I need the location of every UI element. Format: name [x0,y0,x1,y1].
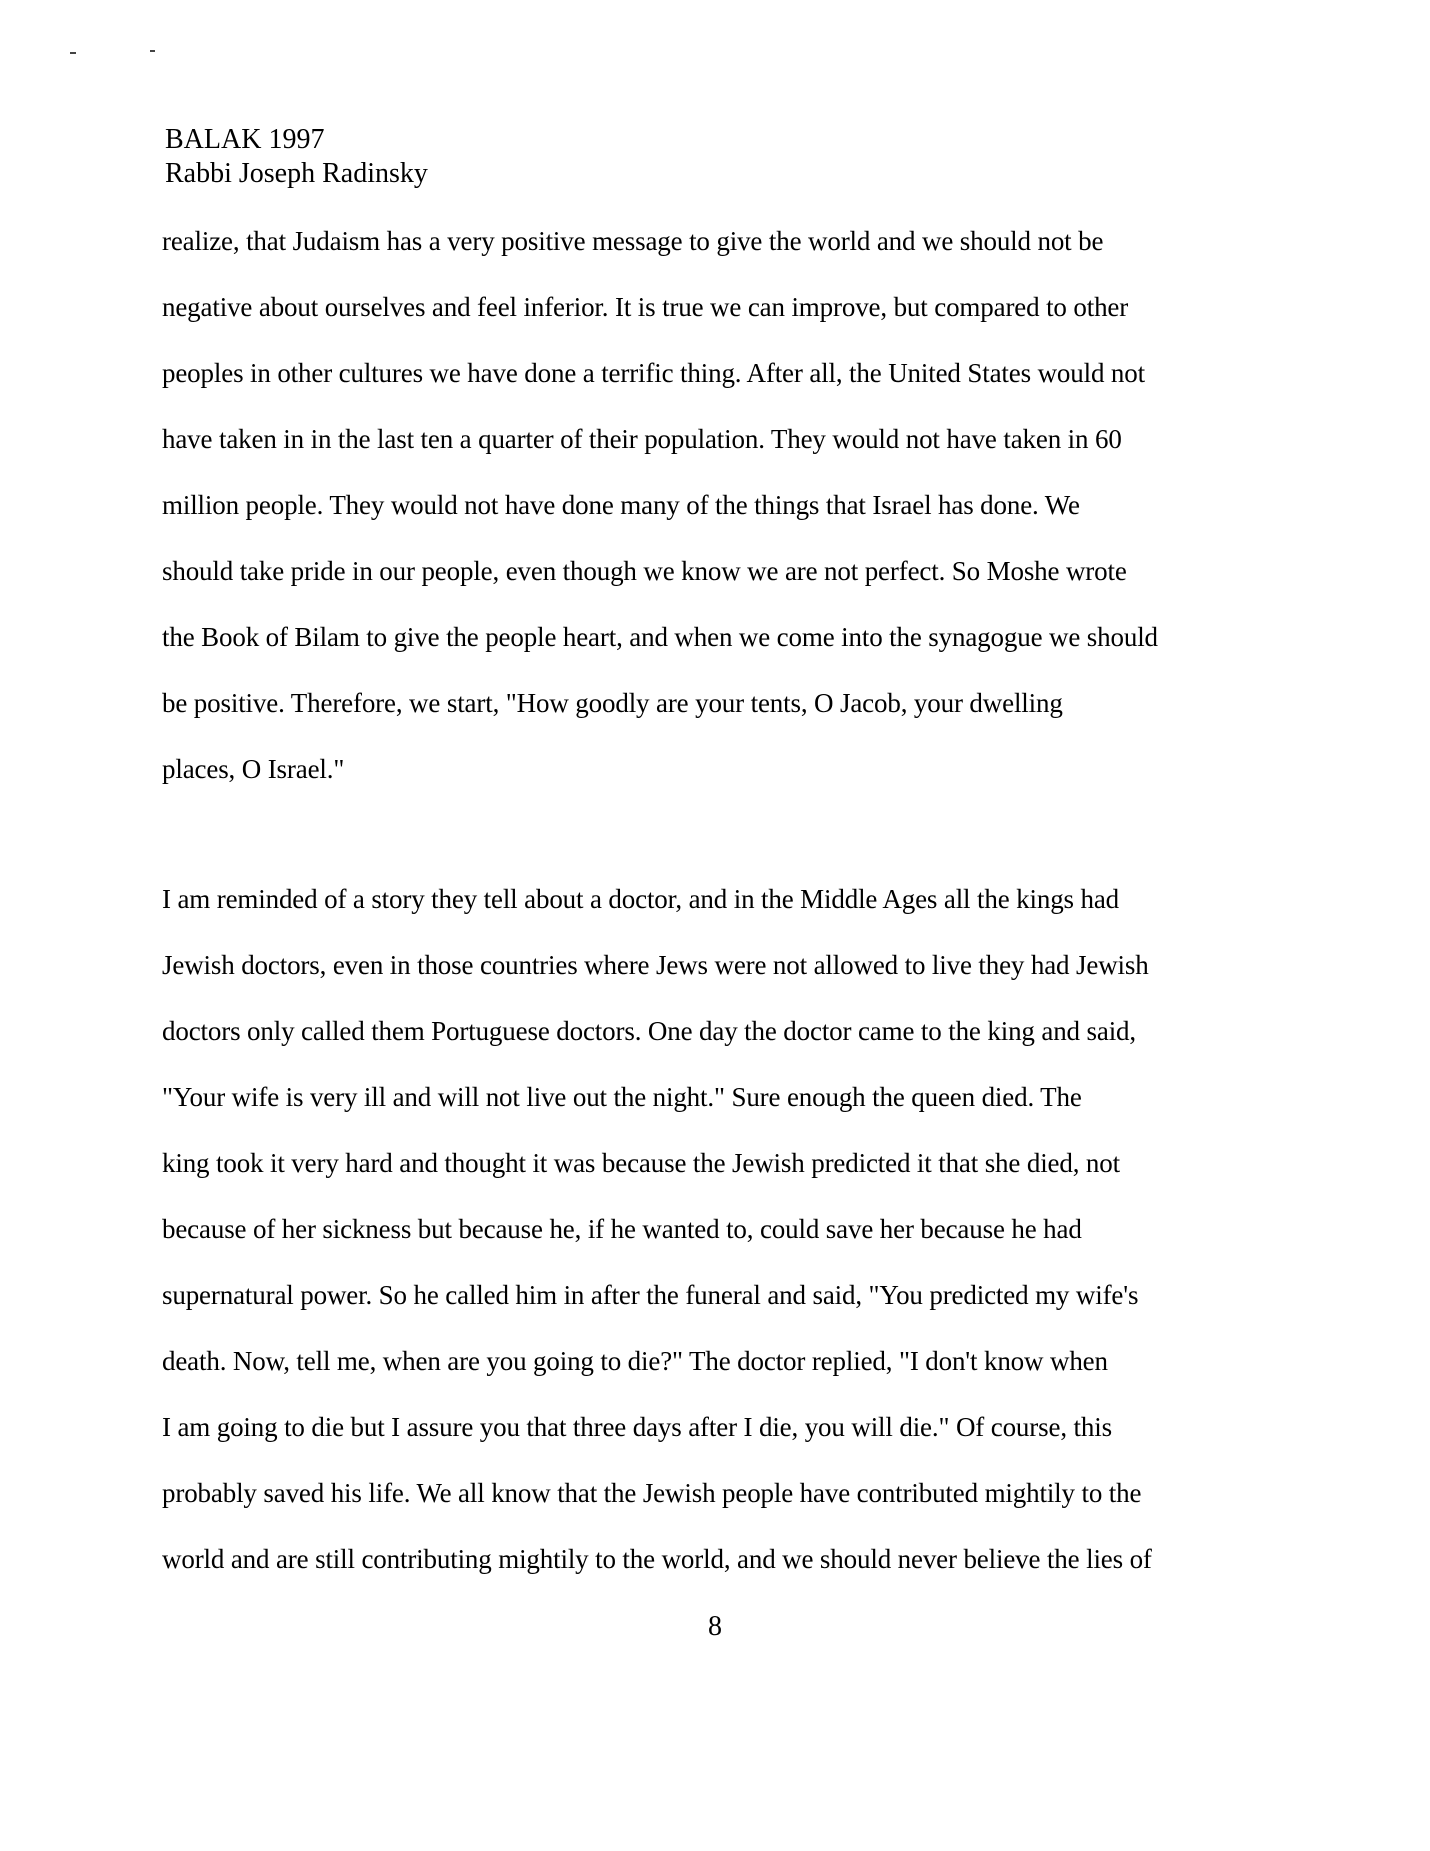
text-line: doctors only called them Portuguese doctors. One day the doctor came to the king and said, [162,1016,1136,1046]
text-line: negative about ourselves and feel inferior. It is true we can improve, but compared to other [162,292,1129,322]
text-line: peoples in other cultures we have done a terrific thing. After all, the United States would not [162,358,1145,388]
text-line: probably saved his life. We all know that the Jewish people have contributed mightily to the [162,1478,1142,1508]
text-line: I am reminded of a story they tell about a doctor, and in the Middle Ages all the kings had [162,884,1120,914]
text-line: the Book of Bilam to give the people heart, and when we come into the synagogue we should [162,622,1158,652]
scan-artifact-mark [150,50,155,52]
text-line: places, O Israel." [162,754,345,784]
text-line: be positive. Therefore, we start, "How goodly are your tents, O Jacob, your dwelling [162,688,1063,718]
document-title: BALAK 1997 [165,124,325,155]
page-number: 8 [708,1611,722,1642]
text-line: should take pride in our people, even though we know we are not perfect. So Moshe wrote [162,556,1127,586]
text-line: king took it very hard and thought it was because the Jewish predicted it that she died, not [162,1148,1120,1178]
document-header [165,123,428,191]
text-line: "Your wife is very ill and will not live out the night." Sure enough the queen died. The [162,1082,1082,1112]
text-line: I am going to die but I assure you that three days after I die, you will die." Of course, this [162,1412,1112,1442]
text-line: have taken in in the last ten a quarter of their population. They would not have taken in 60 [162,424,1122,454]
text-line: Jewish doctors, even in those countries where Jews were not allowed to live they had Jewish [162,950,1149,980]
text-line: realize, that Judaism has a very positive message to give the world and we should not be [162,226,1104,256]
text-line: death. Now, tell me, when are you going to die?" The doctor replied, "I don't know when [162,1346,1108,1376]
text-line: million people. They would not have done many of the things that Israel has done. We [162,490,1080,520]
scan-artifact-mark [70,52,76,54]
text-line: because of her sickness but because he, if he wanted to, could save her because he had [162,1214,1082,1244]
document-author: Rabbi Joseph Radinsky [165,158,428,189]
text-line: supernatural power. So he called him in after the funeral and said, "You predicted my wife's [162,1280,1139,1310]
text-line: world and are still contributing mightily to the world, and we should never believe the lies of [162,1544,1152,1574]
